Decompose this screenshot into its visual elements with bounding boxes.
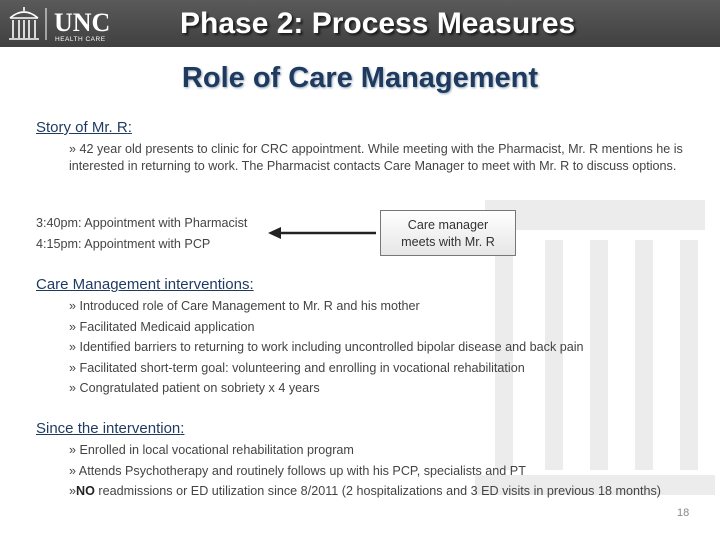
since-last-item xyxy=(69,483,679,500)
timeline-item: 3:40pm: Appointment with Pharmacist xyxy=(36,216,248,230)
care-box-line2: meets with Mr. R xyxy=(401,235,495,249)
list-item: » Facilitated short-term goal: volunteering and enrolling in vocational rehabilitation xyxy=(69,360,525,375)
page-number: 18 xyxy=(677,507,690,519)
list-item: » Identified barriers to returning to work including uncontrolled bipolar disease and back pain xyxy=(69,340,584,354)
list-item: » Introduced role of Care Management to Mr. R and his mother xyxy=(69,299,420,313)
unc-health-care-logo xyxy=(6,4,166,44)
care-box-line1: Care manager xyxy=(407,218,489,232)
header-title: Phase 2: Process Measures xyxy=(180,7,576,40)
interventions-heading-text: Care Management interventions xyxy=(36,276,250,293)
since-heading-text: Since the intervention xyxy=(36,420,181,437)
story-heading-colon: : xyxy=(127,119,132,136)
interventions-heading-colon: : xyxy=(249,276,254,293)
logo-text: UNC xyxy=(54,8,111,37)
list-item: » Facilitated Medicaid application xyxy=(69,319,255,334)
since-heading-colon: : xyxy=(180,420,185,437)
story-heading xyxy=(36,119,132,136)
timeline xyxy=(36,213,247,254)
since-list xyxy=(69,440,526,481)
story-paragraph: » 42 year old presents to clinic for CRC appointment. While meeting with the Pharmacist, Mr. R mentions he is interested in returning to work. The Pharmacist contacts Care Manager to meet with Mr. R to discuss options. xyxy=(69,142,683,173)
no-emphasis: NO xyxy=(76,484,95,498)
list-item: » Congratulated patient on sobriety x 4 years xyxy=(69,381,320,395)
since-last-text: readmissions or ED utilization since 8/2011 (2 hospitalizations and 3 ED visits in previous 18 months) xyxy=(94,484,661,498)
list-item: » Enrolled in local vocational rehabilitation program xyxy=(69,443,354,457)
story-heading-text: Story of Mr. R xyxy=(36,119,128,136)
slide-subtitle: Role of Care Management xyxy=(181,62,539,94)
interventions-heading xyxy=(36,276,254,293)
interventions-list xyxy=(69,296,584,399)
list-item: » Attends Psychotherapy and routinely follows up with his PCP, specialists and PT xyxy=(69,463,526,478)
logo-subtext: HEALTH CARE xyxy=(55,36,106,43)
arrow-left-icon xyxy=(268,226,376,240)
since-heading xyxy=(36,420,184,437)
header-bar xyxy=(0,0,720,47)
bullet-marker: » xyxy=(69,484,77,498)
care-manager-box xyxy=(380,210,516,256)
timeline-item: 4:15pm: Appointment with PCP xyxy=(36,236,211,251)
